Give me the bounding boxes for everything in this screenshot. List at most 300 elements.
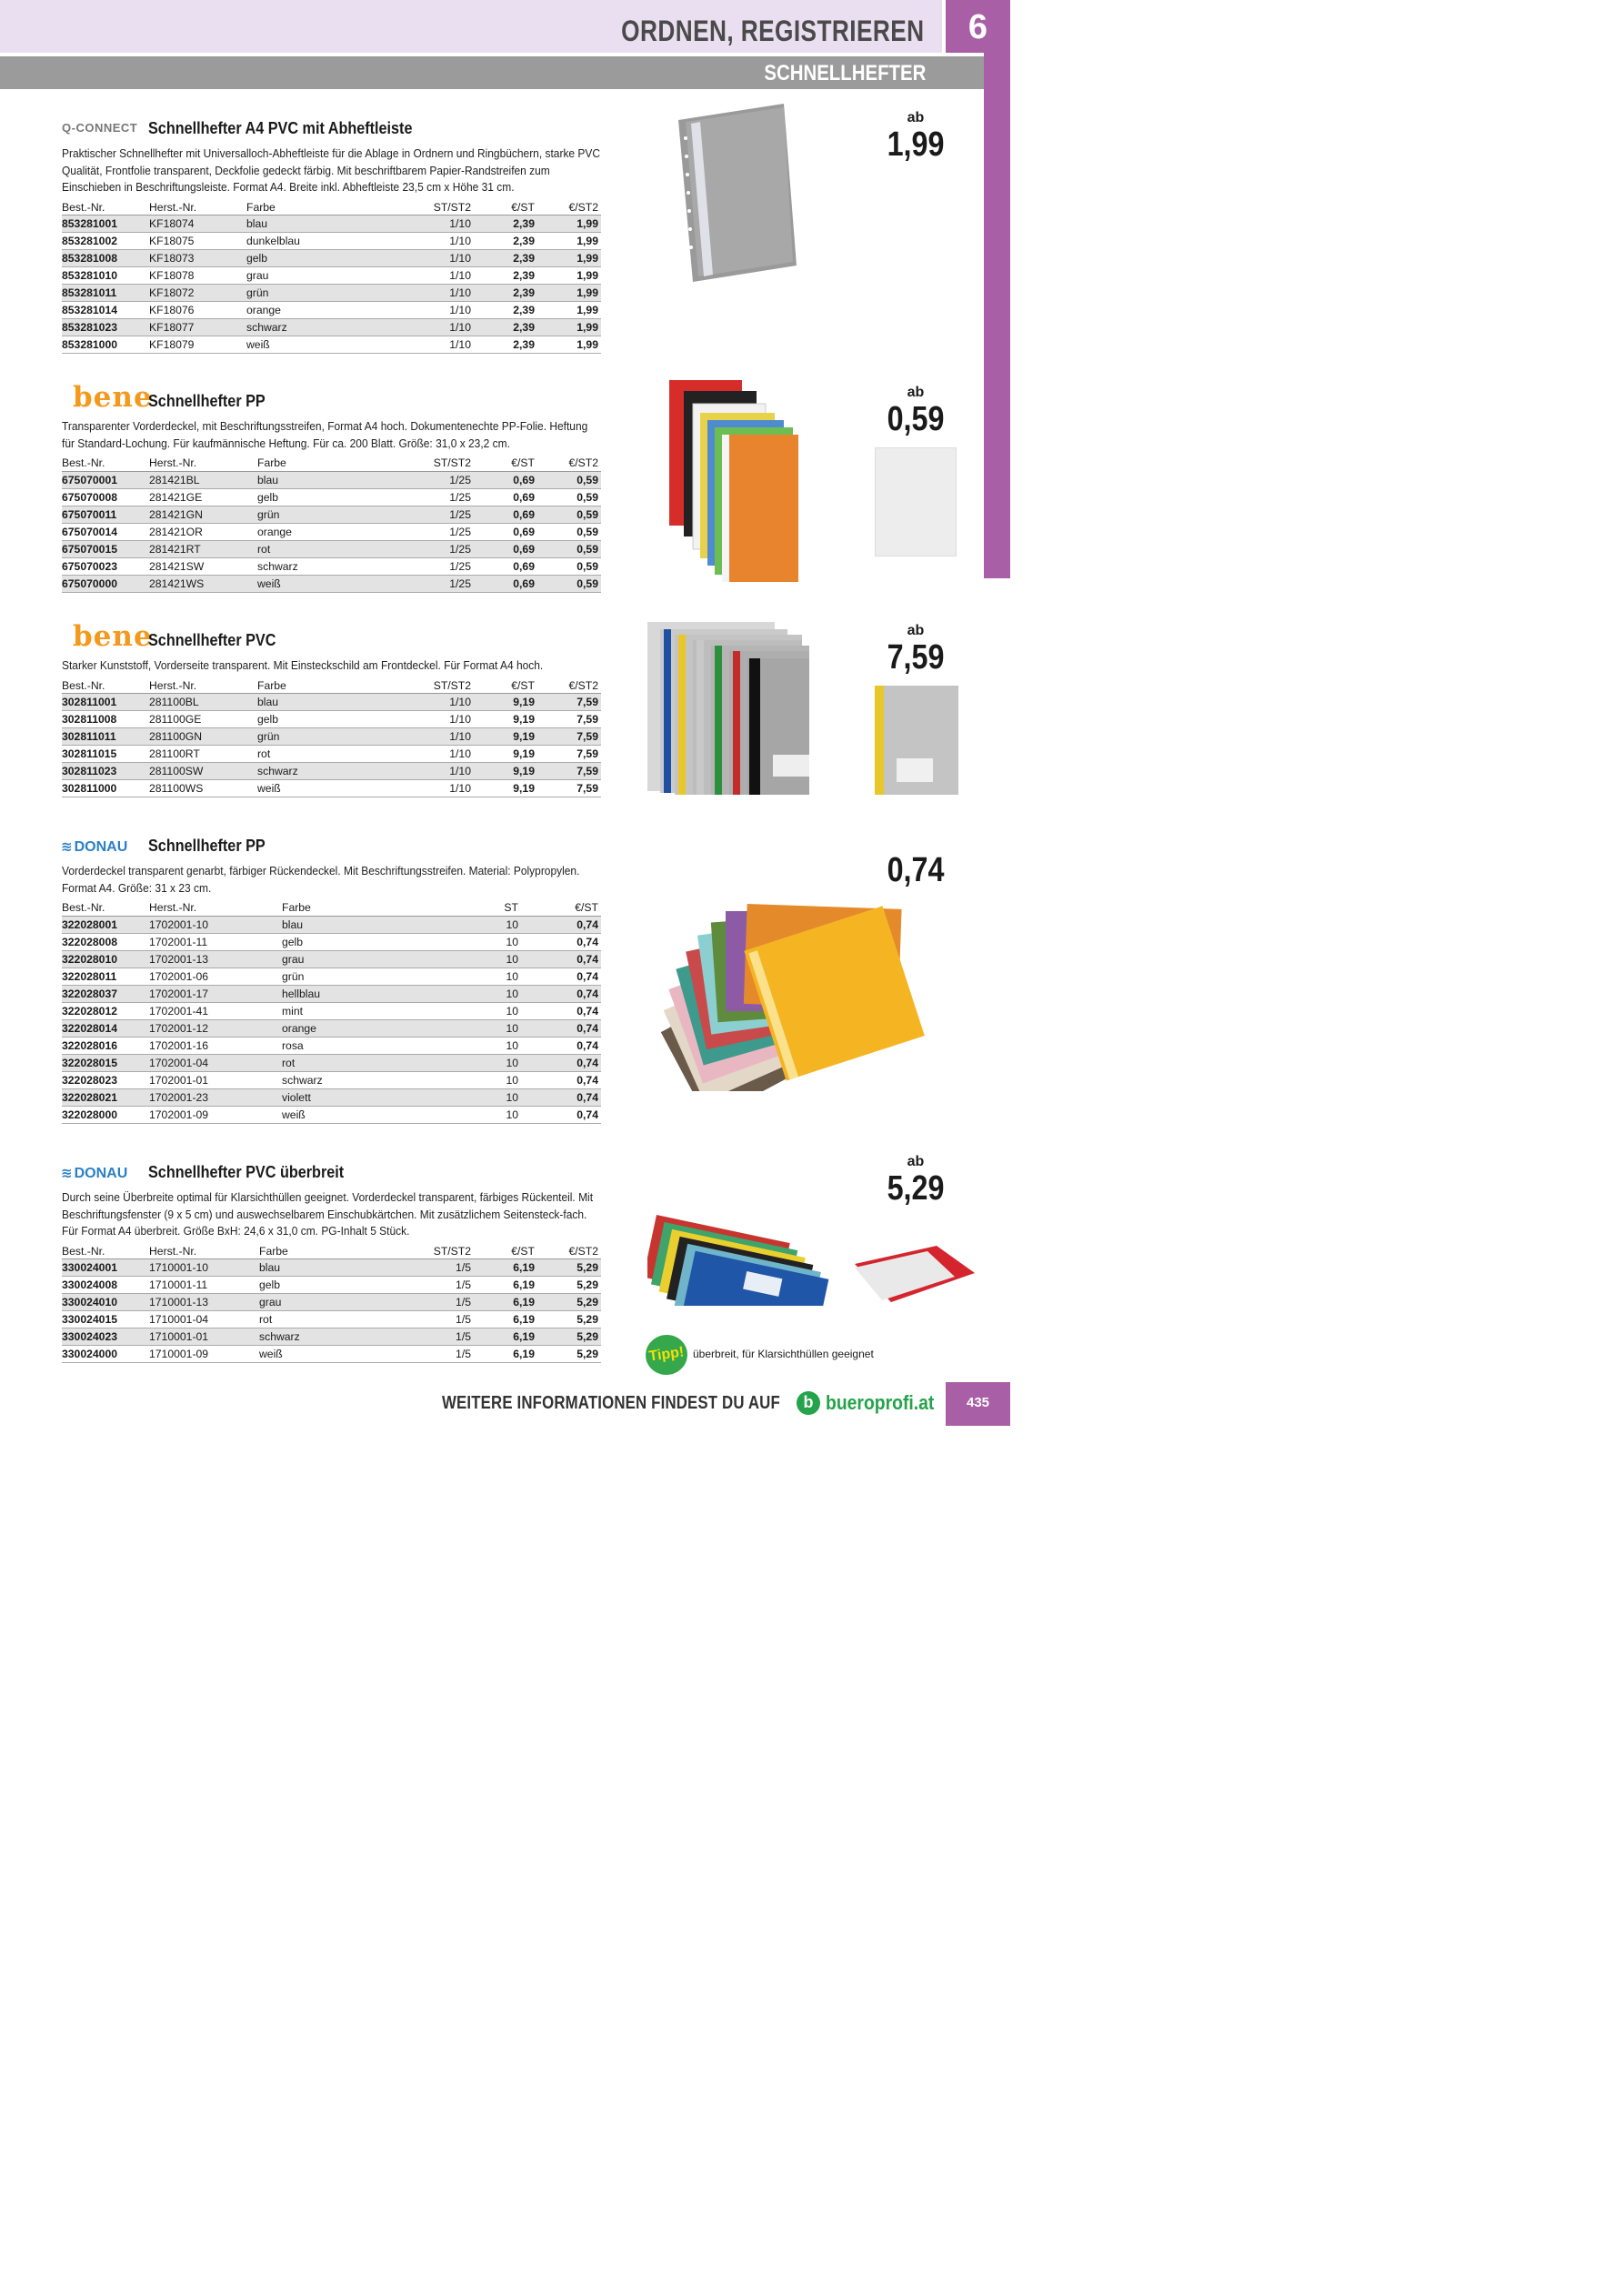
brand-logo-bene: bene xyxy=(73,381,153,414)
table-cell: KF18077 xyxy=(149,319,246,336)
table-cell: 1/25 xyxy=(410,488,474,506)
table-cell: 6,19 xyxy=(474,1311,537,1328)
table-cell: grau xyxy=(282,950,457,968)
table-cell: 675070000 xyxy=(62,575,149,592)
table-cell: 0,74 xyxy=(521,916,601,933)
table-cell: 322028010 xyxy=(62,950,149,968)
table-cell: 0,74 xyxy=(521,1071,601,1088)
table-cell: schwarz xyxy=(257,763,410,780)
table-row xyxy=(62,1071,601,1088)
table-cell: 281421GN xyxy=(149,506,257,523)
table-row xyxy=(62,250,601,267)
product-q-connect-pvc xyxy=(62,119,601,354)
table-row xyxy=(62,728,601,746)
price-value: 7,59 xyxy=(887,638,945,677)
table-cell: 1/25 xyxy=(410,523,474,540)
table-cell: 2,39 xyxy=(474,216,537,233)
table-header-row xyxy=(62,200,601,216)
table-cell: 10 xyxy=(457,1106,521,1123)
price-prefix: ab xyxy=(907,1154,925,1169)
table-cell: 1/25 xyxy=(410,471,474,488)
product-table xyxy=(62,456,601,593)
table-cell: 1/5 xyxy=(410,1346,474,1363)
table-cell: 0,74 xyxy=(521,1088,601,1106)
table-cell: 675070008 xyxy=(62,488,149,506)
table-cell: orange xyxy=(257,523,410,540)
table-cell: 0,74 xyxy=(521,985,601,1002)
column-header: Herst.-Nr. xyxy=(149,1244,259,1259)
product-donau-pp xyxy=(62,837,601,1124)
header-band xyxy=(0,0,942,53)
table-cell: 10 xyxy=(457,1019,521,1037)
product-name: Schnellhefter PVC überbreit xyxy=(148,1163,345,1181)
table-cell: 675070011 xyxy=(62,506,149,523)
table-cell: 9,19 xyxy=(474,711,537,728)
product-image-folder-yellow xyxy=(875,686,962,797)
table-cell: grün xyxy=(282,968,457,985)
table-cell: 0,69 xyxy=(474,506,537,523)
table-cell: 1/25 xyxy=(410,540,474,557)
table-row xyxy=(62,950,601,968)
table-row xyxy=(62,1019,601,1037)
price-prefix: ab xyxy=(907,385,925,400)
table-cell: 1/25 xyxy=(410,506,474,523)
table-cell: 322028008 xyxy=(62,933,149,950)
product-name: Schnellhefter PVC xyxy=(148,631,276,649)
table-cell: schwarz xyxy=(246,319,410,336)
table-cell: 1/5 xyxy=(410,1328,474,1346)
waves-icon: ≋ xyxy=(61,839,73,855)
column-header: ST/ST2 xyxy=(410,1244,474,1259)
product-image-folder-stack-pp xyxy=(666,376,802,586)
table-cell: KF18076 xyxy=(149,302,246,319)
table-cell: 0,69 xyxy=(474,471,537,488)
table-row xyxy=(62,267,601,285)
table-row xyxy=(62,285,601,302)
column-header: Herst.-Nr. xyxy=(149,678,257,694)
column-header: ST xyxy=(457,900,521,916)
table-cell: 1/10 xyxy=(410,216,474,233)
table-cell: 0,74 xyxy=(521,950,601,968)
table-row xyxy=(62,319,601,336)
column-header: Farbe xyxy=(282,900,457,916)
table-row xyxy=(62,968,601,985)
product-image-folder-red xyxy=(855,1237,982,1309)
price-prefix: ab xyxy=(907,623,925,638)
table-cell: 322028015 xyxy=(62,1054,149,1071)
table-cell: 9,19 xyxy=(474,780,537,797)
table-cell: KF18074 xyxy=(149,216,246,233)
table-row xyxy=(62,694,601,711)
table-cell: 853281011 xyxy=(62,285,149,302)
table-header-row xyxy=(62,1244,601,1259)
table-row xyxy=(62,933,601,950)
column-header: Best.-Nr. xyxy=(62,200,149,216)
column-header: Best.-Nr. xyxy=(62,456,149,471)
table-row xyxy=(62,471,601,488)
table-cell: KF18075 xyxy=(149,233,246,250)
table-cell: rot xyxy=(259,1311,410,1328)
product-bene-pvc xyxy=(62,620,601,797)
table-cell: 302811001 xyxy=(62,694,149,711)
table-cell: KF18078 xyxy=(149,267,246,285)
brand-logo-q-connect: Q-CONNECT xyxy=(62,121,138,135)
table-cell: 1/10 xyxy=(410,746,474,763)
table-cell: grün xyxy=(246,285,410,302)
table-cell: 330024000 xyxy=(62,1346,149,1363)
table-cell: rot xyxy=(282,1054,457,1071)
table-cell: grau xyxy=(246,267,410,285)
column-header: Herst.-Nr. xyxy=(149,200,246,216)
table-cell: orange xyxy=(282,1019,457,1037)
product-description: Praktischer Schnellhefter mit Universalloch-Abheftleiste für die Ablage in Ordnern und Ringbüchern, starke PVC Qualität, Frontfolie transparent, Deckfolie gedeckt färbig. Mit beschriftbarem Papier-Randstreifen zum Einschieben in Beschriftungsleiste. Format A4. Breite inkl. Abheftleiste 23,5 cm x Höhe 31 cm. xyxy=(62,146,601,194)
table-cell: 0,69 xyxy=(474,557,537,575)
table-cell: 7,59 xyxy=(537,694,601,711)
table-cell: gelb xyxy=(282,933,457,950)
table-row xyxy=(62,1088,601,1106)
table-cell: 853281023 xyxy=(62,319,149,336)
table-cell: weiß xyxy=(257,780,410,797)
table-cell: 1/10 xyxy=(410,336,474,354)
column-header: €/ST xyxy=(474,1244,537,1259)
table-cell: 1710001-13 xyxy=(149,1294,259,1311)
chapter-number: 6 xyxy=(946,0,1010,53)
table-row xyxy=(62,575,601,592)
table-cell: 10 xyxy=(457,1071,521,1088)
table-cell: 281100GN xyxy=(149,728,257,746)
product-name: Schnellhefter A4 PVC mit Abheftleiste xyxy=(148,119,413,137)
product-image-folder-white xyxy=(875,447,957,556)
table-cell: 10 xyxy=(457,1088,521,1106)
table-cell: 1,99 xyxy=(537,285,601,302)
table-header-row xyxy=(62,900,601,916)
table-cell: orange xyxy=(246,302,410,319)
price-value: 0,59 xyxy=(887,400,945,438)
price-value: 0,74 xyxy=(887,851,945,889)
table-cell: KF18079 xyxy=(149,336,246,354)
price-box xyxy=(855,107,977,167)
column-header: €/ST xyxy=(474,456,537,471)
table-header-row xyxy=(62,456,601,471)
table-cell: 10 xyxy=(457,1037,521,1054)
table-cell: 2,39 xyxy=(474,302,537,319)
table-cell: 5,29 xyxy=(537,1346,601,1363)
column-header: €/ST xyxy=(474,200,537,216)
table-cell: 281421BL xyxy=(149,471,257,488)
table-cell: 7,59 xyxy=(537,780,601,797)
table-cell: 302811023 xyxy=(62,763,149,780)
table-row xyxy=(62,540,601,557)
table-cell: 1/5 xyxy=(410,1311,474,1328)
table-cell: 281421RT xyxy=(149,540,257,557)
table-cell: 281100RT xyxy=(149,746,257,763)
table-cell: 853281002 xyxy=(62,233,149,250)
table-row xyxy=(62,985,601,1002)
table-header-row xyxy=(62,678,601,694)
table-cell: 1702001-17 xyxy=(149,985,282,1002)
table-cell: weiß xyxy=(282,1106,457,1123)
table-cell: 1/10 xyxy=(410,711,474,728)
subsection-band xyxy=(0,56,984,89)
table-cell: 322028037 xyxy=(62,985,149,1002)
table-cell: blau xyxy=(257,694,410,711)
table-cell: blau xyxy=(257,471,410,488)
product-bene-pp xyxy=(62,381,601,593)
table-row xyxy=(62,1311,601,1328)
table-row xyxy=(62,780,601,797)
product-name: Schnellhefter PP xyxy=(148,392,266,410)
table-cell: 1/10 xyxy=(410,763,474,780)
section-title: ORDNEN, REGISTRIEREN xyxy=(620,15,924,47)
table-cell: 0,74 xyxy=(521,933,601,950)
table-cell: blau xyxy=(259,1259,410,1277)
column-header: Best.-Nr. xyxy=(62,678,149,694)
table-cell: 7,59 xyxy=(537,746,601,763)
product-name: Schnellhefter PP xyxy=(148,837,266,855)
table-row xyxy=(62,1277,601,1294)
product-image-folder-fan xyxy=(644,882,953,1091)
table-cell: 0,59 xyxy=(537,488,601,506)
chapter-tab xyxy=(984,53,1010,578)
table-cell: 675070014 xyxy=(62,523,149,540)
column-header: Herst.-Nr. xyxy=(149,900,282,916)
price-prefix xyxy=(855,837,977,851)
table-cell: 5,29 xyxy=(537,1328,601,1346)
waves-icon: ≋ xyxy=(61,1166,73,1181)
table-cell: 1/10 xyxy=(410,694,474,711)
price-box xyxy=(855,382,977,442)
table-cell: 7,59 xyxy=(537,728,601,746)
table-cell: 330024023 xyxy=(62,1328,149,1346)
table-cell: 281100BL xyxy=(149,694,257,711)
table-cell: grün xyxy=(257,728,410,746)
table-cell: 1/5 xyxy=(410,1294,474,1311)
table-cell: 10 xyxy=(457,916,521,933)
table-cell: 0,74 xyxy=(521,1037,601,1054)
table-cell: 1/10 xyxy=(410,319,474,336)
table-cell: 1702001-12 xyxy=(149,1019,282,1037)
table-cell: 853281001 xyxy=(62,216,149,233)
table-cell: 9,19 xyxy=(474,746,537,763)
table-row xyxy=(62,1259,601,1277)
table-cell: 5,29 xyxy=(537,1277,601,1294)
table-cell: 0,59 xyxy=(537,506,601,523)
table-cell: 7,59 xyxy=(537,763,601,780)
table-cell: dunkelblau xyxy=(246,233,410,250)
column-header: Farbe xyxy=(259,1244,410,1259)
table-cell: KF18073 xyxy=(149,250,246,267)
product-image-folder-wide-stack xyxy=(647,1197,847,1306)
table-cell: 1702001-09 xyxy=(149,1106,282,1123)
table-cell: 1,99 xyxy=(537,302,601,319)
table-cell: 0,69 xyxy=(474,575,537,592)
table-cell: 281421OR xyxy=(149,523,257,540)
table-cell: 2,39 xyxy=(474,233,537,250)
table-cell: 1/5 xyxy=(410,1259,474,1277)
table-row xyxy=(62,1328,601,1346)
table-cell: 1702001-16 xyxy=(149,1037,282,1054)
column-header: Farbe xyxy=(257,456,410,471)
table-cell: 322028012 xyxy=(62,1002,149,1019)
table-cell: 1702001-11 xyxy=(149,933,282,950)
price-value: 5,29 xyxy=(887,1169,945,1208)
column-header: €/ST2 xyxy=(537,1244,601,1259)
table-cell: 1,99 xyxy=(537,267,601,285)
brand-logo-bene: bene xyxy=(73,620,153,653)
table-cell: 675070023 xyxy=(62,557,149,575)
table-cell: rot xyxy=(257,540,410,557)
table-cell: 853281010 xyxy=(62,267,149,285)
table-cell: rot xyxy=(257,746,410,763)
table-row xyxy=(62,302,601,319)
column-header: €/ST2 xyxy=(537,200,601,216)
table-cell: hellblau xyxy=(282,985,457,1002)
table-cell: 0,59 xyxy=(537,471,601,488)
table-cell: 281100GE xyxy=(149,711,257,728)
table-row xyxy=(62,1106,601,1123)
column-header: €/ST xyxy=(521,900,601,916)
column-header: Farbe xyxy=(257,678,410,694)
table-cell: 1710001-09 xyxy=(149,1346,259,1363)
table-cell: 1702001-13 xyxy=(149,950,282,968)
table-cell: 6,19 xyxy=(474,1294,537,1311)
table-row xyxy=(62,763,601,780)
table-cell: 0,59 xyxy=(537,523,601,540)
table-cell: gelb xyxy=(246,250,410,267)
table-cell: 9,19 xyxy=(474,763,537,780)
footer-site-link[interactable]: bueroprofi.at xyxy=(826,1391,935,1414)
table-row xyxy=(62,711,601,728)
table-row xyxy=(62,746,601,763)
table-cell: 1/10 xyxy=(410,267,474,285)
table-cell: 1710001-11 xyxy=(149,1277,259,1294)
table-cell: 7,59 xyxy=(537,711,601,728)
table-row xyxy=(62,506,601,523)
table-cell: 2,39 xyxy=(474,285,537,302)
table-row xyxy=(62,336,601,354)
table-cell: 10 xyxy=(457,1054,521,1071)
subsection-title: SCHNELLHEFTER xyxy=(764,61,926,85)
table-cell: 1710001-01 xyxy=(149,1328,259,1346)
table-cell: 330024008 xyxy=(62,1277,149,1294)
table-cell: 0,69 xyxy=(474,523,537,540)
table-cell: 1710001-04 xyxy=(149,1311,259,1328)
table-cell: gelb xyxy=(257,488,410,506)
product-description: Transparenter Vorderdeckel, mit Beschriftungsstreifen, Format A4 hoch. Dokumentenechte PP-Folie. Heftung für Standard-Lochung. Für kaufmännische Heftung. Für ca. 200 Blatt. Größe: 31,0 x 23,2 cm. xyxy=(62,419,588,450)
bueroprofi-logo-icon: b xyxy=(797,1391,820,1415)
table-row xyxy=(62,557,601,575)
table-cell: 1/10 xyxy=(410,285,474,302)
column-header: ST/ST2 xyxy=(410,200,474,216)
column-header: €/ST2 xyxy=(537,678,601,694)
table-cell: 10 xyxy=(457,968,521,985)
table-cell: 1/10 xyxy=(410,233,474,250)
price-value: 1,99 xyxy=(887,125,945,164)
table-row xyxy=(62,1346,601,1363)
table-cell: 6,19 xyxy=(474,1346,537,1363)
table-row xyxy=(62,488,601,506)
table-cell: 0,69 xyxy=(474,488,537,506)
table-cell: 5,29 xyxy=(537,1311,601,1328)
table-cell: 1,99 xyxy=(537,319,601,336)
table-cell: 0,59 xyxy=(537,557,601,575)
table-cell: 1,99 xyxy=(537,233,601,250)
table-cell: 0,69 xyxy=(474,540,537,557)
table-cell: 6,19 xyxy=(474,1328,537,1346)
table-cell: 281100SW xyxy=(149,763,257,780)
tipp-badge: Tipp! xyxy=(643,1332,690,1378)
table-cell: 322028011 xyxy=(62,968,149,985)
table-cell: 302811000 xyxy=(62,780,149,797)
table-cell: 1702001-01 xyxy=(149,1071,282,1088)
product-description: Vorderdeckel transparent genarbt, färbiger Rückendeckel. Mit Beschriftungsstreifen. Material: Polypropylen. Format A4. Größe: 31 x 23 cm. xyxy=(62,864,580,895)
column-header: ST/ST2 xyxy=(410,678,474,694)
product-table xyxy=(62,1244,601,1364)
table-cell: 1702001-23 xyxy=(149,1088,282,1106)
table-cell: 0,74 xyxy=(521,968,601,985)
price-box xyxy=(855,620,977,680)
table-cell: rosa xyxy=(282,1037,457,1054)
table-cell: 10 xyxy=(457,1002,521,1019)
product-table xyxy=(62,900,601,1124)
column-header: ST/ST2 xyxy=(410,456,474,471)
table-row xyxy=(62,523,601,540)
table-cell: 0,59 xyxy=(537,575,601,592)
tipp-text: überbreit, für Klarsichthüllen geeignet xyxy=(693,1348,874,1360)
table-cell: 10 xyxy=(457,933,521,950)
table-cell: 6,19 xyxy=(474,1277,537,1294)
product-description: Durch seine Überbreite optimal für Klarsichthüllen geeignet. Vorderdeckel transparent, färbiges Rückenteil. Mit Beschriftungsfenster (9 x 5 cm) und auswechselbarem Einschubkärtchen. Mit zusätzlichem Seitensteck-fach. Für Format A4 überbreit. Größe BxH: 24,6 x 31,0 cm. PG-Inhalt 5 Stück. xyxy=(62,1190,594,1238)
product-table xyxy=(62,678,601,798)
table-cell: 853281000 xyxy=(62,336,149,354)
table-cell: 322028014 xyxy=(62,1019,149,1037)
table-cell: 1,99 xyxy=(537,216,601,233)
table-cell: 675070001 xyxy=(62,471,149,488)
table-cell: gelb xyxy=(259,1277,410,1294)
table-cell: 853281014 xyxy=(62,302,149,319)
column-header: Farbe xyxy=(246,200,410,216)
column-header: Best.-Nr. xyxy=(62,900,149,916)
table-row xyxy=(62,916,601,933)
table-cell: 2,39 xyxy=(474,250,537,267)
table-cell: 10 xyxy=(457,985,521,1002)
table-cell: schwarz xyxy=(259,1328,410,1346)
table-cell: 1/10 xyxy=(410,780,474,797)
table-cell: 322028000 xyxy=(62,1106,149,1123)
table-cell: blau xyxy=(282,916,457,933)
table-row xyxy=(62,1037,601,1054)
table-cell: 302811008 xyxy=(62,711,149,728)
table-cell: 1710001-10 xyxy=(149,1259,259,1277)
table-cell: 1702001-06 xyxy=(149,968,282,985)
table-cell: 1/5 xyxy=(410,1277,474,1294)
product-image-folder-grey xyxy=(673,102,800,284)
table-cell: KF18072 xyxy=(149,285,246,302)
table-cell: 9,19 xyxy=(474,728,537,746)
brand-logo-donau: ≋ DONAU xyxy=(61,1166,128,1181)
table-cell: 5,29 xyxy=(537,1294,601,1311)
table-cell: 0,74 xyxy=(521,1019,601,1037)
table-cell: 1/10 xyxy=(410,302,474,319)
table-cell: 302811015 xyxy=(62,746,149,763)
table-cell: 322028021 xyxy=(62,1088,149,1106)
table-row xyxy=(62,1002,601,1019)
price-box xyxy=(855,1151,977,1211)
table-cell: 322028023 xyxy=(62,1071,149,1088)
column-header: Herst.-Nr. xyxy=(149,456,257,471)
table-cell: 1/10 xyxy=(410,728,474,746)
table-cell: 322028001 xyxy=(62,916,149,933)
